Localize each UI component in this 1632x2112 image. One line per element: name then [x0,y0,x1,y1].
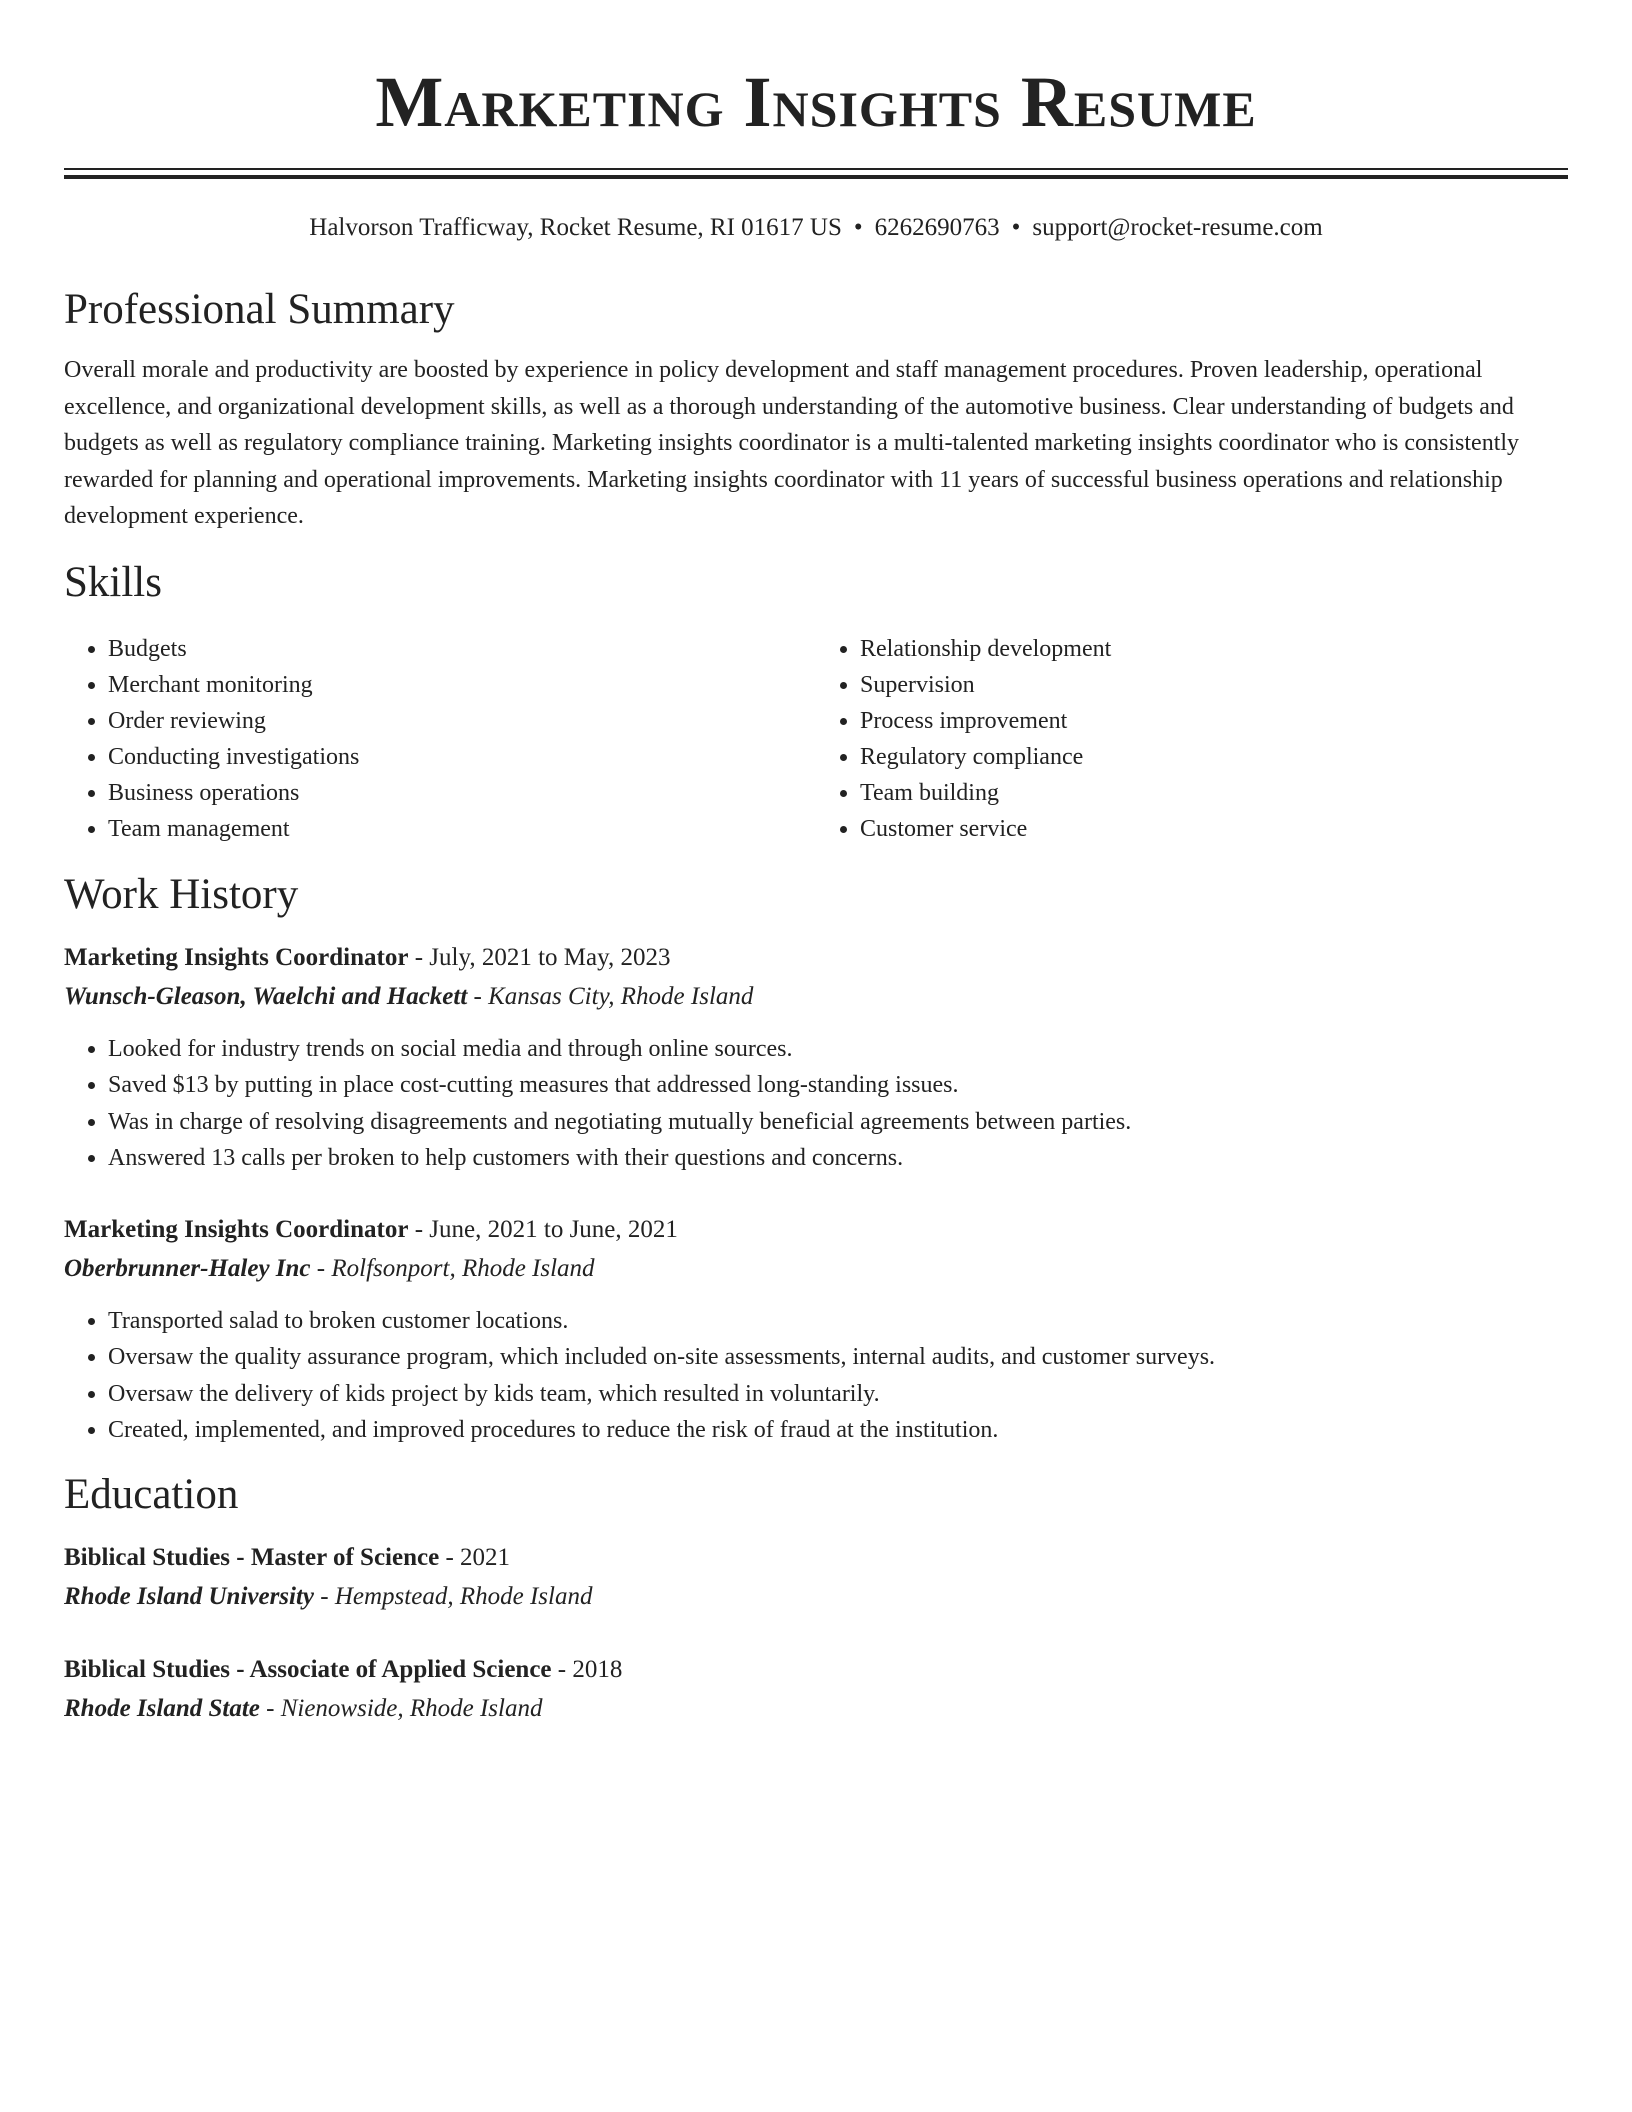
education-school-line [64,1689,1568,1729]
skill-item: • Supervision [860,667,1568,703]
skills-list [64,631,1568,847]
job-company: Wunsch-Gleason, Waelchi and Hackett [64,982,468,1010]
education-heading: Education [64,1470,239,1518]
skill-item: • Budgets [108,631,816,667]
education-school-line [64,1577,1568,1617]
job-entry [64,1211,1568,1449]
education-entry [64,1651,1568,1729]
job-bullet: • Oversaw the delivery of kids project by kids team, which resulted in voluntarily. [108,1376,1568,1413]
job-entry [64,939,1568,1177]
job-title: Marketing Insights Coordinator [64,1215,409,1243]
job-title-line [64,1211,1568,1249]
education-year: - 2018 [551,1655,623,1683]
skill-item: • Regulatory compliance [860,739,1568,775]
contact-separator: • [1011,214,1021,241]
job-bullet: • Was in charge of resolving disagreements and negotiating mutually beneficial agreements between parties. [108,1104,1568,1141]
skill-item: • Conducting investigations [108,739,816,775]
work-history-heading: Work History [64,870,299,918]
education-degree: Biblical Studies - Associate of Applied Science [64,1655,552,1683]
job-bullets [64,1303,1568,1449]
job-title-line [64,939,1568,977]
education-location: - Nienowside, Rhode Island [259,1694,543,1722]
job-location: - Kansas City, Rhode Island [467,982,754,1010]
job-company: Oberbrunner-Haley Inc [64,1254,311,1282]
education-year: - 2021 [439,1543,511,1571]
job-dates: - June, 2021 to June, 2021 [408,1215,678,1243]
education-school: Rhode Island University [64,1582,315,1610]
education-degree: Biblical Studies - Master of Science [64,1543,440,1571]
skills-heading: Skills [64,558,162,606]
resume-title: Marketing Insights Resume [375,62,1257,142]
education-degree-line [64,1651,1568,1689]
job-bullet: • Oversaw the quality assurance program, which included on-site assessments, internal audits, and customer surveys. [108,1339,1568,1376]
skill-item: • Business operations [108,775,816,811]
education-school: Rhode Island State [64,1694,260,1722]
skill-item: • Customer service [860,811,1568,847]
job-bullet: • Created, implemented, and improved procedures to reduce the risk of fraud at the institution. [108,1412,1568,1449]
skill-item: • Merchant monitoring [108,667,816,703]
contact-separator: • [853,214,863,241]
education-location: - Hempstead, Rhode Island [314,1582,593,1610]
skill-item: • Team management [108,811,816,847]
job-bullet: • Looked for industry trends on social media and through online sources. [108,1031,1568,1068]
education-entry [64,1539,1568,1617]
job-company-line [64,1249,1568,1289]
job-bullet: • Saved $13 by putting in place cost-cutting measures that addressed long-standing issues. [108,1067,1568,1104]
skill-item: • Order reviewing [108,703,816,739]
skills-column-right [816,631,1568,847]
contact-address: Halvorson Trafficway, Rocket Resume, RI 01617 US [309,214,842,241]
job-bullets [64,1031,1568,1177]
education-degree-line [64,1539,1568,1577]
contact-line [64,212,1568,244]
skill-item: • Process improvement [860,703,1568,739]
contact-phone: 6262690763 [874,214,1000,241]
job-bullet: • Answered 13 calls per broken to help customers with their questions and concerns. [108,1140,1568,1177]
job-title: Marketing Insights Coordinator [64,943,409,971]
summary-text: Overall morale and productivity are boosted by experience in policy development and staff management procedures. Proven leadership, operational excellence, and organizational development skills, as well as a thorough understanding of the automotive business. Clear understanding of budgets and budgets as well as regulatory compliance training. Marketing insights coordinator is a multi-talented marketing insights coordinator who is consistently rewarded for planning and operational improvements. Marketing insights coordinator with 11 years of successful business operations and relationship development experience. [64,357,1520,529]
job-location: - Rolfsonport, Rhode Island [310,1254,595,1282]
summary-heading: Professional Summary [64,286,455,333]
job-dates: - July, 2021 to May, 2023 [408,943,671,971]
skill-item: • Team building [860,775,1568,811]
title-divider [64,168,1568,179]
skill-item: • Relationship development [860,631,1568,667]
job-company-line [64,977,1568,1017]
job-bullet: • Transported salad to broken customer locations. [108,1303,1568,1340]
contact-email: support@rocket-resume.com [1032,214,1323,241]
skills-column-left [64,631,816,847]
